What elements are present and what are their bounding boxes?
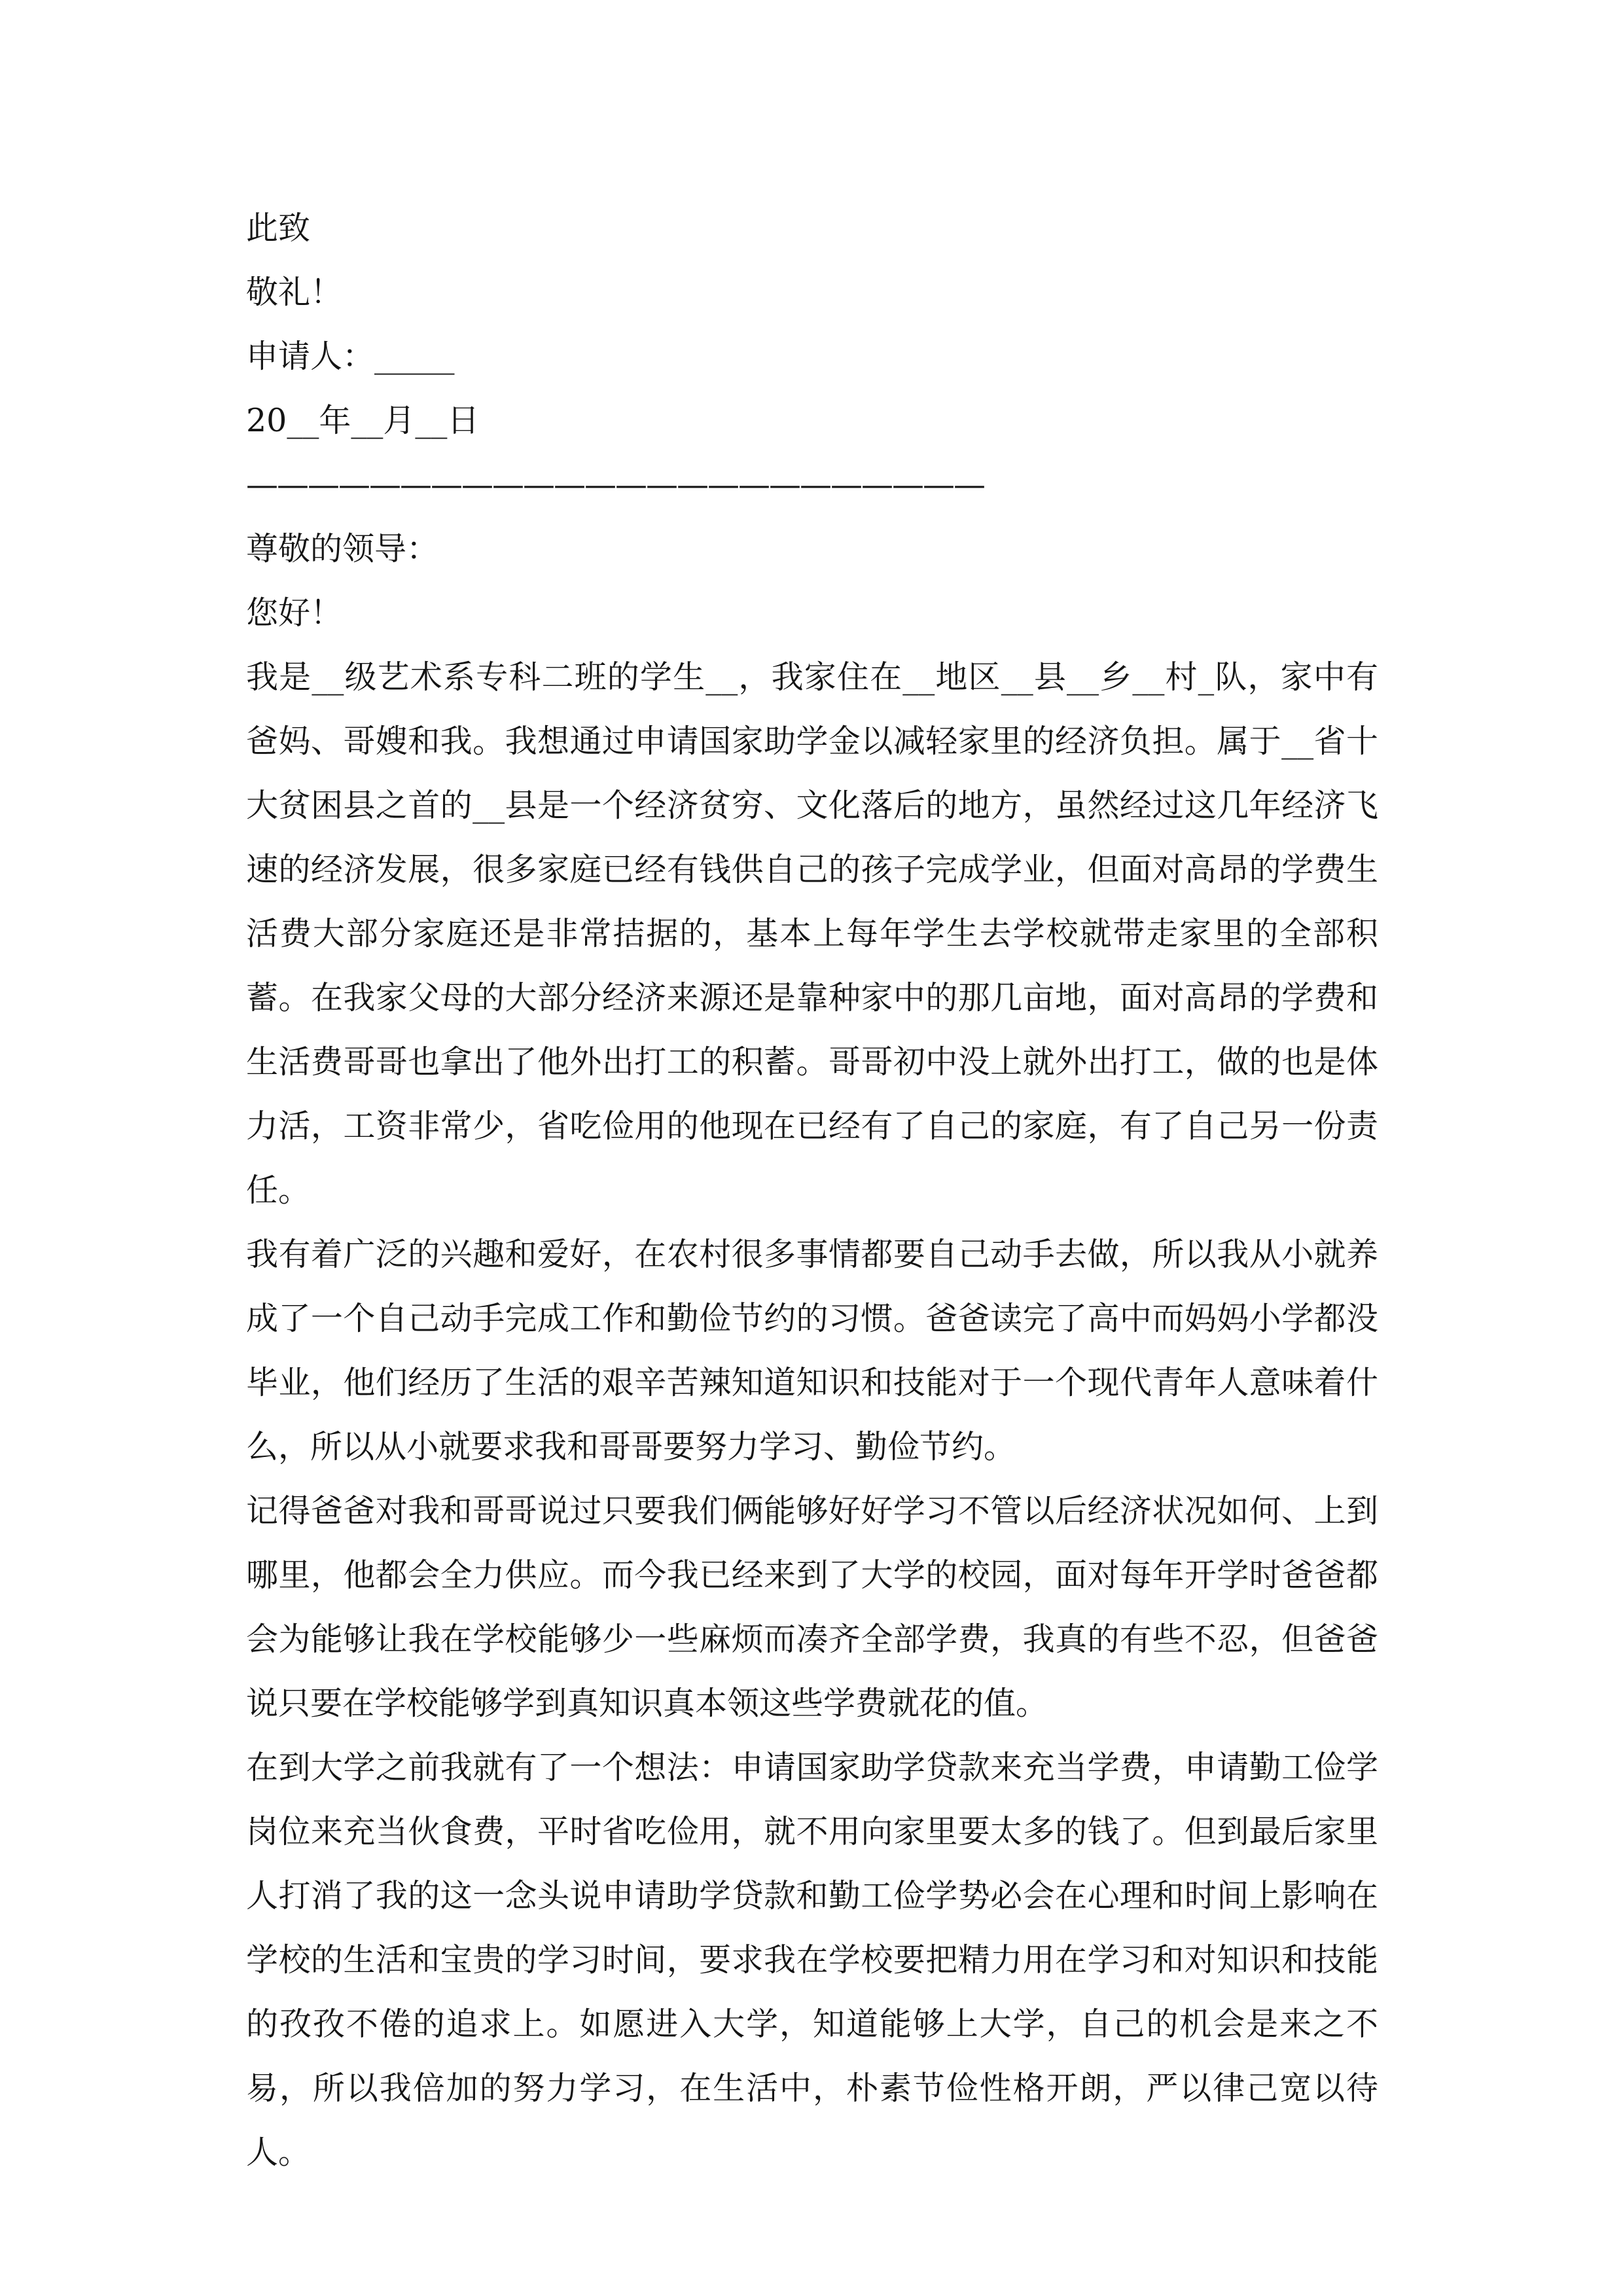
body-paragraph: 我有着广泛的兴趣和爱好，在农村很多事情都要自己动手去做，所以我从小就养成了一个自己动手完成工作和勤俭节约的习惯。爸爸读完了高中而妈妈小学都没毕业，他们经历了生活的艰辛苦辣知道知识和技能对于一个现代青年人意味着什么，所以从小就要求我和哥哥要努力学习、勤俭节约。	[246, 1236, 1378, 1465]
closing-regards: 敬礼！	[246, 274, 343, 311]
closing-salutation: 此致	[246, 209, 311, 247]
letter-hello: 您好！	[246, 594, 343, 632]
section-divider: ————————————————————————	[246, 466, 984, 503]
letter-greeting: 尊敬的领导：	[246, 530, 439, 567]
body-paragraph: 在到大学之前我就有了一个想法：申请国家助学贷款来充当学费，申请勤工俭学岗位来充当伙食费，平时省吃俭用，就不用向家里要太多的钱了。但到最后家里人打消了我的这一念头说申请助学贷款和勤工俭学势必会在心理和时间上影响在学校的生活和宝贵的学习时间，要求我在学校要把精力用在学习和对知识和技能的孜孜不倦的追求上。如愿进入大学，知道能够上大学，自己的机会是来之不易，所以我倍加的努力学习，在生活中，朴素节俭性格开朗，严以律己宽以待人。	[246, 1749, 1378, 2171]
letter-content	[246, 196, 1378, 2185]
body-paragraph: 我是__级艺术系专科二班的学生__，我家住在__地区__县__乡__村_队，家中有爸妈、哥嫂和我。我想通过申请国家助学金以减轻家里的经济负担。属于__省十大贫困县之首的__县是一个经济贫穷、文化落后的地方，虽然经过这几年经济飞速的经济发展，很多家庭已经有钱供自己的孩子完成学业，但面对高昂的学费生活费大部分家庭还是非常拮据的，基本上每年学生去学校就带走家里的全部积蓄。在我家父母的大部分经济来源还是靠种家中的那几亩地，面对高昂的学费和生活费哥哥也拿出了他外出打工的积蓄。哥哥初中没上就外出打工，做的也是体力活，工资非常少，省吃俭用的他现在已经有了自己的家庭，有了自己另一份责任。	[246, 658, 1378, 1209]
letter-body	[246, 645, 1378, 2185]
applicant-signature-line: 申请人：_____	[246, 338, 455, 375]
date-line: 20__年__月__日	[246, 402, 480, 439]
body-paragraph: 记得爸爸对我和哥哥说过只要我们俩能够好好学习不管以后经济状况如何、上到哪里，他都会全力供应。而今我已经来到了大学的校园，面对每年开学时爸爸都会为能够让我在学校能够少一些麻烦而凑齐全部学费，我真的有些不忍，但爸爸说只要在学校能够学到真知识真本领这些学费就花的值。	[246, 1492, 1378, 1722]
